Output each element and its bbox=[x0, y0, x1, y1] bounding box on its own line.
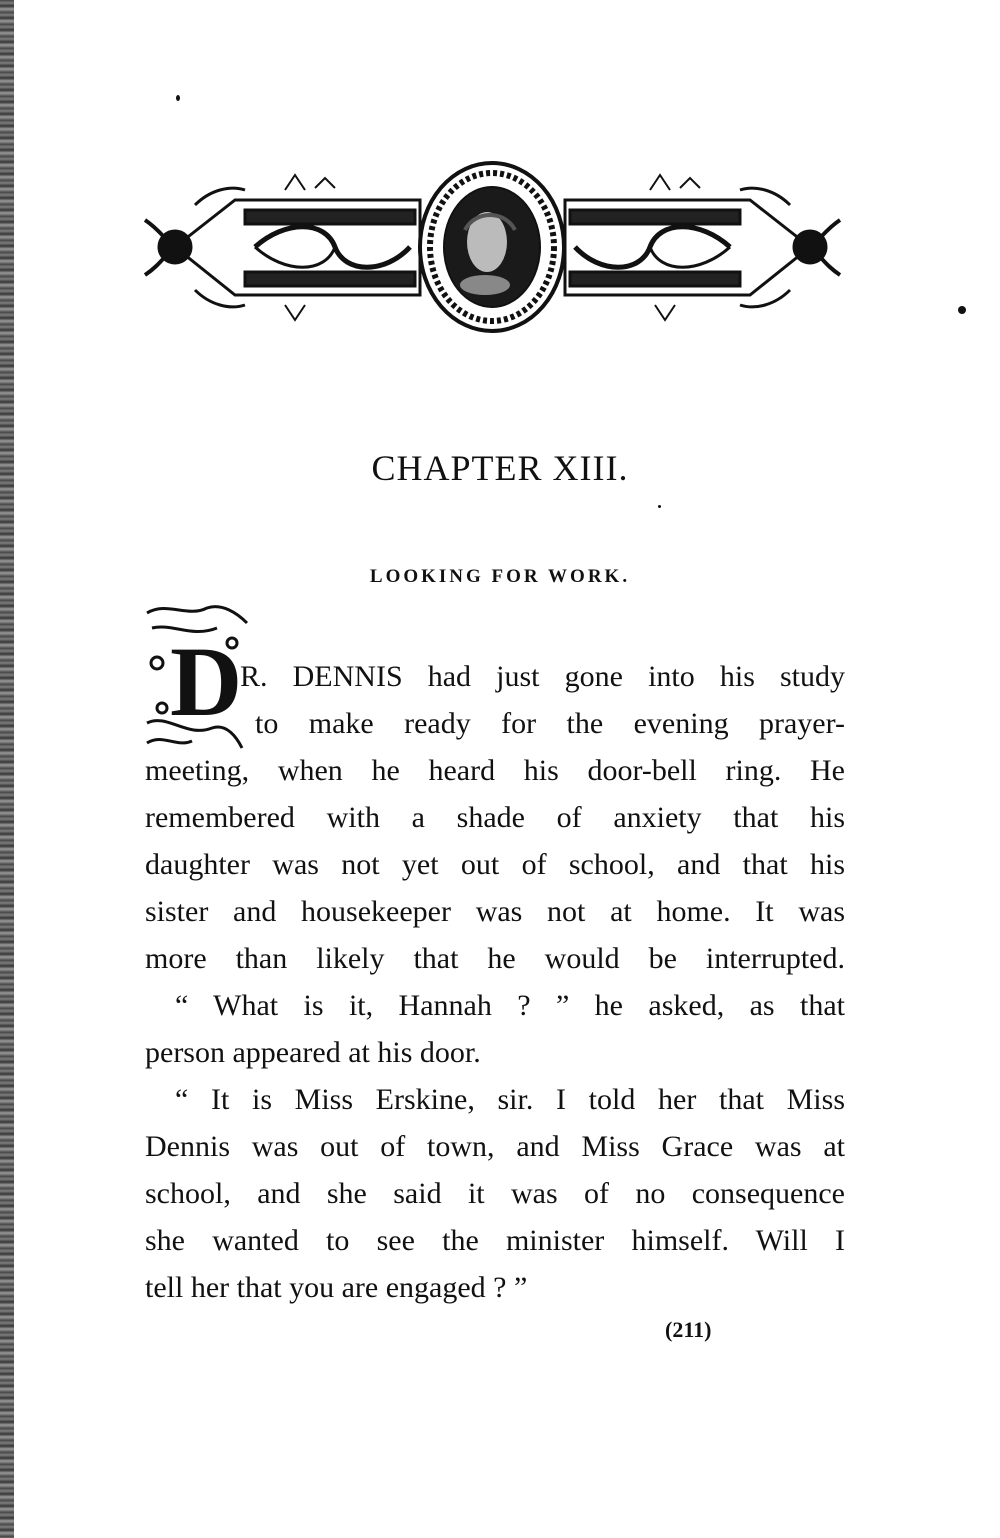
text-line: “ It is Miss Erskine, sir. I told her that Miss bbox=[175, 1083, 845, 1116]
text-line: daughter was not yet out of school, and that his bbox=[145, 848, 845, 881]
text-line: school, and she said it was of no consequence bbox=[145, 1177, 845, 1210]
text-line: meeting, when he heard his door-bell ring. He bbox=[145, 754, 845, 787]
chapter-subtitle: LOOKING FOR WORK. bbox=[369, 566, 631, 587]
page-number: (211) bbox=[665, 1317, 712, 1342]
drop-cap-letter: D bbox=[170, 626, 243, 737]
medallion bbox=[420, 163, 564, 331]
text-line: to make ready for the evening prayer- bbox=[255, 707, 845, 740]
text-line: she wanted to see the minister himself. Will I bbox=[145, 1224, 845, 1257]
scanned-page-edge bbox=[0, 0, 14, 1538]
right-band bbox=[565, 175, 840, 320]
left-band bbox=[145, 175, 420, 320]
ink-speck bbox=[658, 505, 661, 508]
ornamental-headpiece bbox=[135, 160, 850, 335]
text-line: more than likely that he would be interrupted. bbox=[145, 942, 845, 975]
ink-speck bbox=[958, 306, 966, 314]
text-line: person appeared at his door. bbox=[145, 1036, 481, 1069]
text-line: R. DENNIS had just gone into his study bbox=[240, 660, 845, 693]
text-line: Dennis was out of town, and Miss Grace was at bbox=[145, 1130, 845, 1163]
ornamental-drop-cap bbox=[142, 603, 252, 753]
ink-speck bbox=[176, 95, 180, 101]
text-line: “ What is it, Hannah ? ” he asked, as that bbox=[175, 989, 845, 1022]
text-line: tell her that you are engaged ? ” bbox=[145, 1271, 528, 1304]
text-line: remembered with a shade of anxiety that his bbox=[145, 801, 845, 834]
chapter-title: CHAPTER XIII. bbox=[371, 448, 629, 488]
text-line: sister and housekeeper was not at home. It was bbox=[145, 895, 845, 928]
